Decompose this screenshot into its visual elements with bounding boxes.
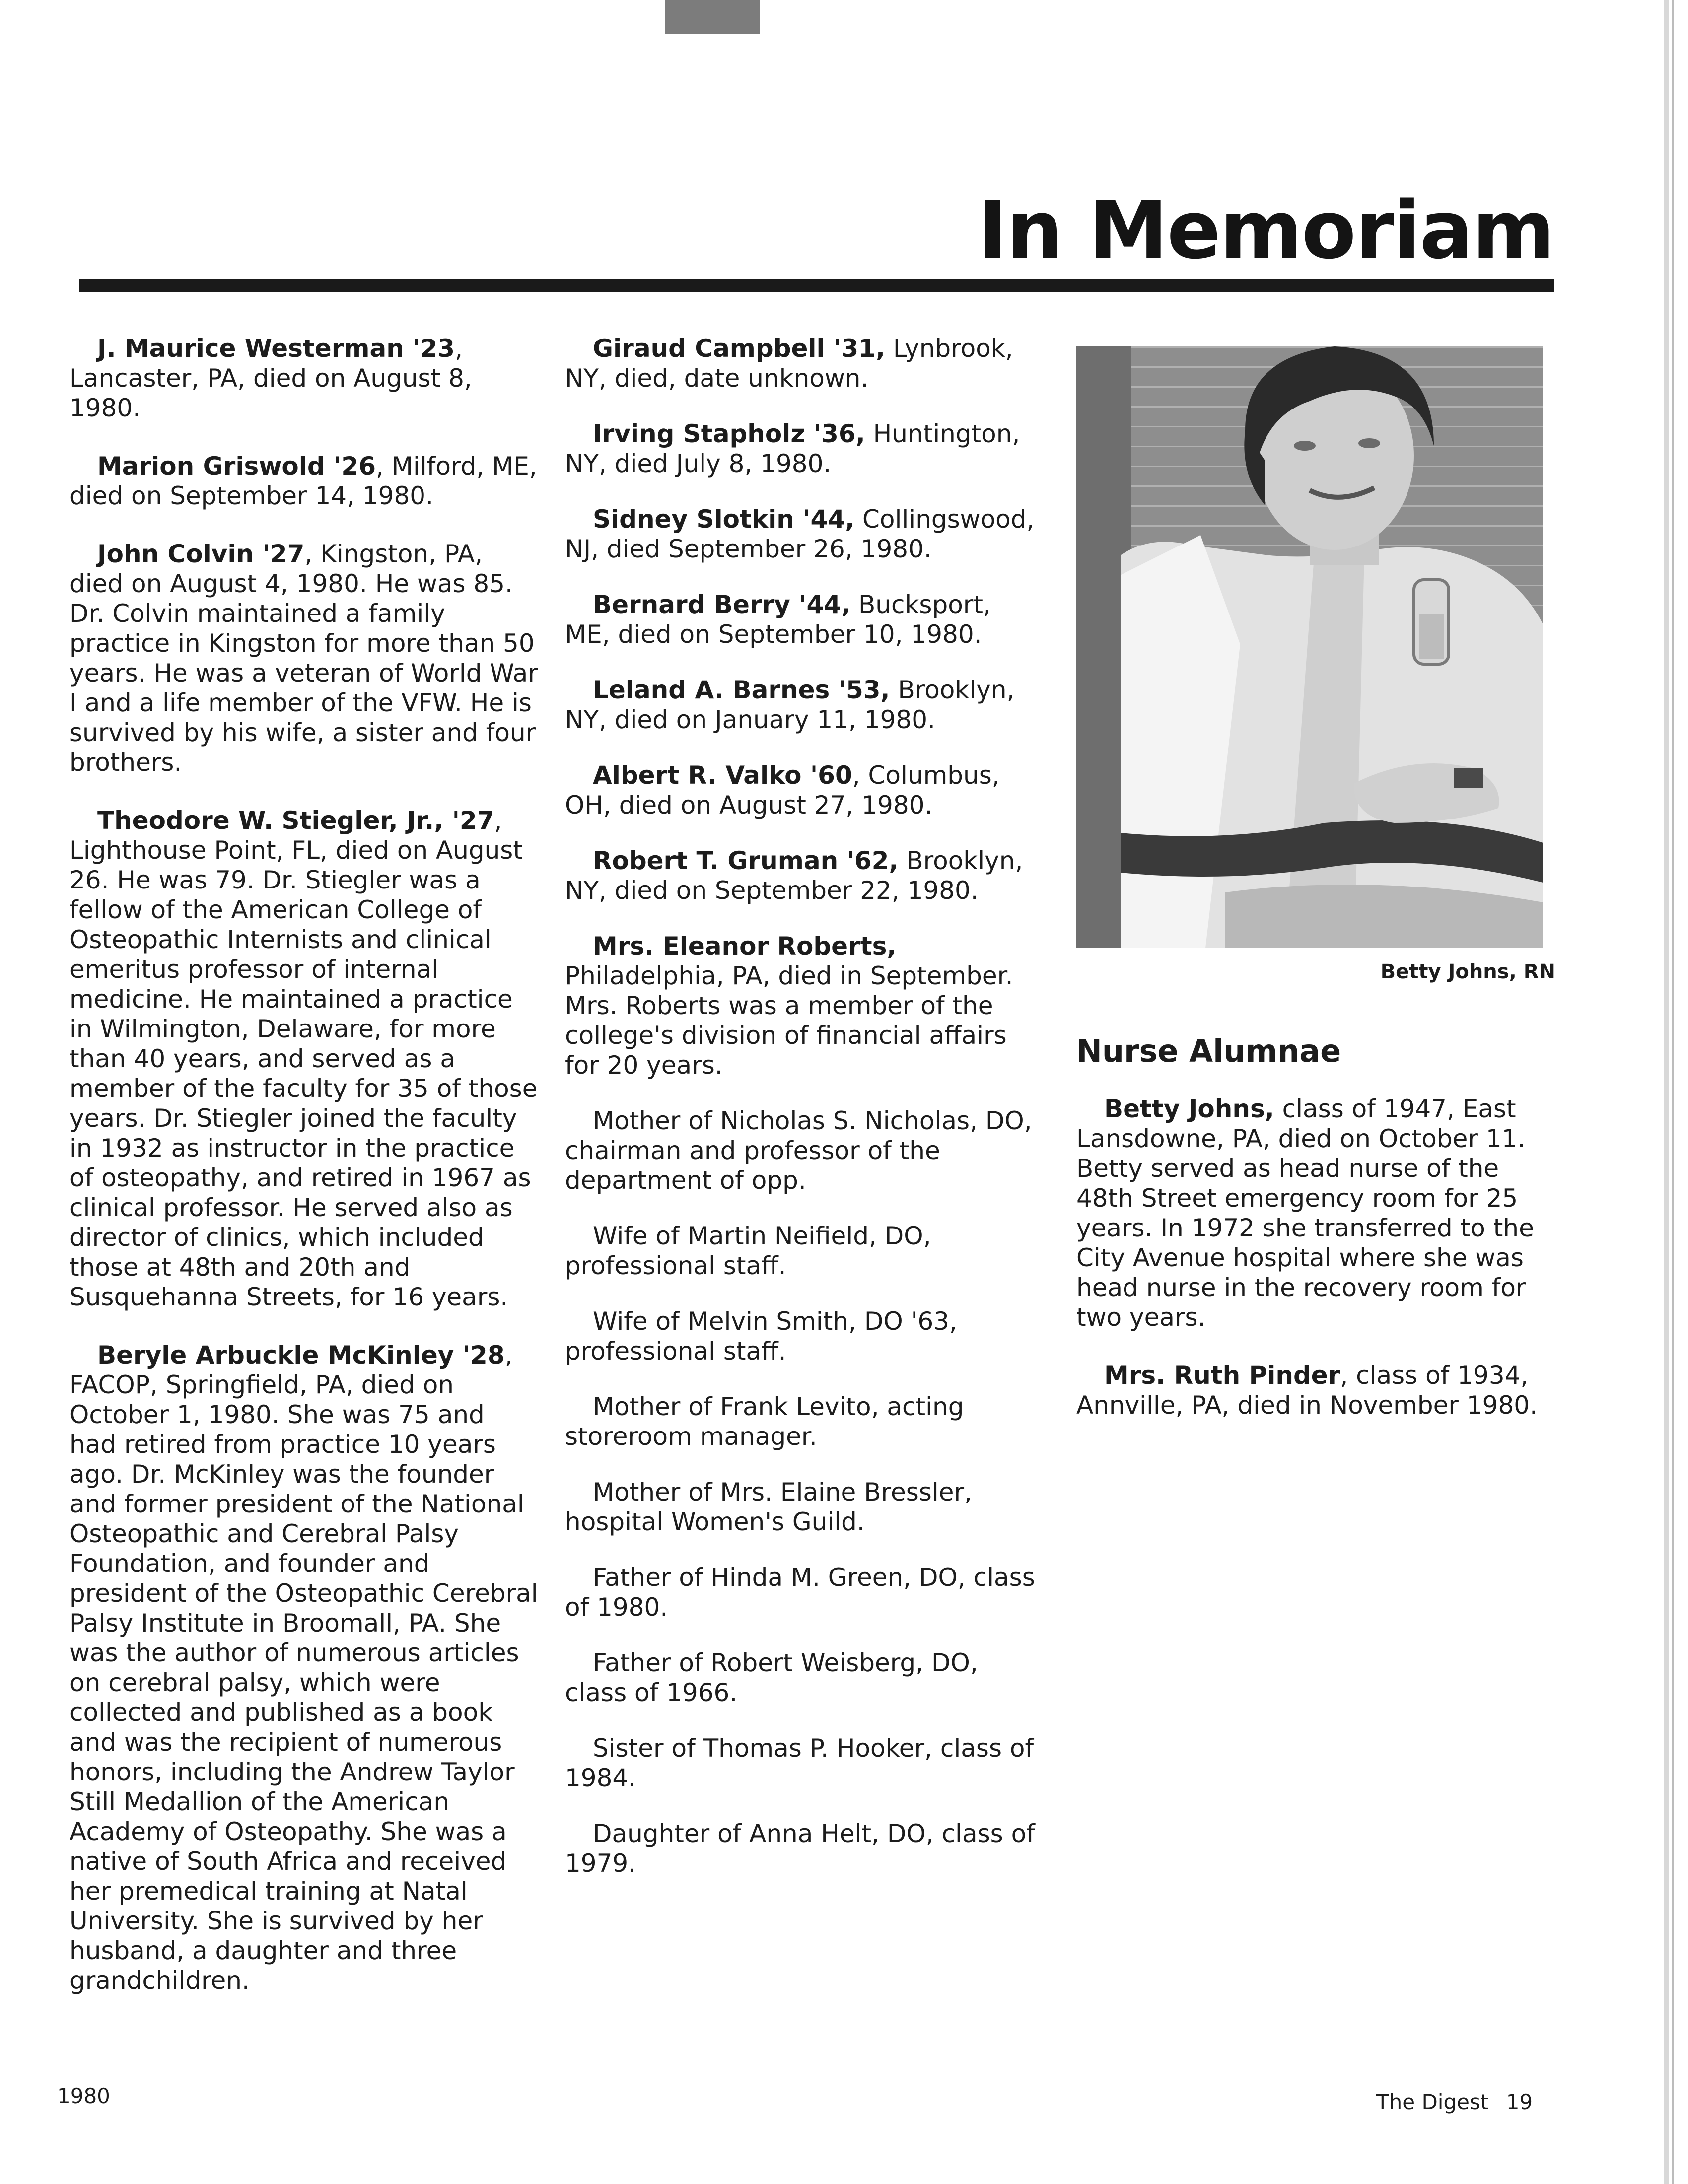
entry-text: Mother of Frank Levito, acting storeroom manager. [565,1392,964,1451]
entry-text: Huntington, NY, died July 8, 1980. [565,419,1020,478]
obituary-entry [70,806,539,1312]
entry-text: , Lancaster, PA, died on August 8, 1980. [70,334,472,422]
obituary-entry [565,1563,1042,1622]
entry-text: class of 1947, East Lansdowne, PA, died on October 11. Betty served as head nurse of the 48th Street emergency room for 25 years. In 1972 she transferred to the City Avenue hospital where she was head nurse in the recovery room for two years. [1076,1094,1534,1332]
entry-name: Irving Stapholz '36, [593,419,865,448]
entry-name: Beryle Arbuckle McKinley '28 [97,1341,505,1369]
entry-text: Father of Hinda M. Green, DO, class of 1980. [565,1563,1035,1622]
entry-text: Collingswood, NJ, died September 26, 1980. [565,505,1035,563]
entry-text: , Milford, ME, died on September 14, 1980. [70,452,537,510]
entry-text: , Lighthouse Point, FL, died on August 26. He was 79. Dr. Stiegler was a fellow of the American College of Osteopathic Internists and clinical emeritus professor of internal medicine. He maintained a practice in Wilmington, Delaware, for more than 40 years, and served as a member of the faculty for 35 of those years. Dr. Stiegler joined the faculty in 1932 as instructor in the practice of osteopathy, and retired in 1967 as clinical professor. He served also as director of clinics, which included those at 48th and 20th and Susquehanna Streets, for 16 years. [70,806,538,1311]
obituary-entry [1076,1361,1550,1420]
obituary-entry [565,1392,1042,1451]
entry-text: , Kingston, PA, died on August 4, 1980. He was 85. Dr. Colvin maintained a family practice in Kingston for more than 50 years. He was a veteran of World War I and a life member of the VFW. He is survived by his wife, a sister and four brothers. [70,540,538,777]
obituary-entry [565,1733,1042,1793]
entry-text: Mother of Nicholas S. Nicholas, DO, chairman and professor of the department of opp. [565,1106,1032,1195]
obituary-entry [70,334,539,423]
entry-text: , class of 1934, Annville, PA, died in November 1980. [1076,1361,1538,1420]
nurse-alumnae-heading: Nurse Alumnae [1076,1033,1341,1069]
obituary-entry [70,1340,539,1995]
obituary-entry [565,590,1042,649]
entry-text: Father of Robert Weisberg, DO, class of 1966. [565,1648,978,1707]
entry-name: Leland A. Barnes '53, [593,676,890,704]
entry-name: Theodore W. Stiegler, Jr., '27 [97,806,494,835]
obituary-column-1 [70,334,539,2024]
obituary-entry [565,504,1042,564]
entry-text: Philadelphia, PA, died in September. Mrs. Roberts was a member of the college's division of financial affairs for 20 years. [565,961,1013,1080]
portrait-photo [1076,346,1543,948]
obituary-entry [565,931,1042,1080]
entry-text: Bucksport, ME, died on September 10, 1980. [565,590,991,649]
entry-name: Mrs. Ruth Pinder [1104,1361,1340,1390]
obituary-entry [565,1648,1042,1707]
entry-text: , Columbus, OH, died on August 27, 1980. [565,761,1000,819]
obituary-entry [565,846,1042,905]
entry-name: Albert R. Valko '60 [593,761,852,790]
entry-name: Mrs. Eleanor Roberts, [593,932,897,960]
obituary-entry [1076,1094,1550,1332]
obituary-entry [565,419,1042,478]
entry-text: Mother of Mrs. Elaine Bressler, hospital Women's Guild. [565,1478,972,1536]
entry-text: Wife of Martin Neifield, DO, professional staff. [565,1222,931,1280]
entry-name: Giraud Campbell '31, [593,334,885,363]
entry-text: Wife of Melvin Smith, DO '63, professional staff. [565,1307,957,1365]
title-rule [79,279,1554,292]
publication-name: The Digest [1376,2090,1489,2114]
entry-text: , FACOP, Springfield, PA, died on October 1, 1980. She was 75 and had retired from practice 10 years ago. Dr. McKinley was the founder and former president of the National Osteopathic and Cerebral Palsy Foundation, and founder and president of the Osteopathic Cerebral Palsy Institute in Broomall, PA. She was the author of numerous articles on cerebral palsy, which were collected and published as a book and was the recipient of numerous honors, including the Andrew Taylor Still Medallion of the American Academy of Osteopathy. She was a native of South Africa and received her premedical training at Natal University. She is survived by her husband, a daughter and three grandchildren. [70,1341,538,1995]
portrait-image [1076,346,1543,948]
page-edge-line [1672,0,1674,2184]
obituary-column-2 [565,334,1042,1904]
entry-name: Sidney Slotkin '44, [593,505,855,534]
obituary-entry [565,1106,1042,1195]
obituary-entry [565,1221,1042,1281]
entry-text: Brooklyn, NY, died on September 22, 1980. [565,846,1023,905]
obituary-entry [70,451,539,511]
page-number: 19 [1506,2090,1533,2114]
entry-name: Marion Griswold '26 [97,452,376,480]
obituary-entry [565,675,1042,735]
entry-text: Lynbrook, NY, died, date unknown. [565,334,1013,393]
obituary-entry [565,334,1042,393]
footer-folio [1376,2090,1533,2114]
entry-name: J. Maurice Westerman '23 [97,334,455,363]
entry-text: Daughter of Anna Helt, DO, class of 1979. [565,1819,1035,1878]
entry-name: Robert T. Gruman '62, [593,846,899,875]
obituary-entry [565,1819,1042,1878]
footer-year: 1980 [57,2084,110,2108]
entry-name: Bernard Berry '44, [593,590,851,619]
entry-name: John Colvin '27 [97,540,305,568]
page-title: In Memoriam [978,184,1554,276]
page-edge [1664,0,1669,2184]
entry-text: Brooklyn, NY, died on January 11, 1980. [565,676,1015,734]
entry-text: Sister of Thomas P. Hooker, class of 1984. [565,1734,1034,1792]
obituary-entry [565,760,1042,820]
photo-and-nurse-column [1076,334,1555,1448]
entry-name: Betty Johns, [1104,1094,1274,1123]
obituary-entry [565,1477,1042,1537]
page-tab-mark [665,0,760,34]
obituary-entry [565,1306,1042,1366]
obituary-entry [70,539,539,777]
photo-caption: Betty Johns, RN [1380,960,1555,983]
